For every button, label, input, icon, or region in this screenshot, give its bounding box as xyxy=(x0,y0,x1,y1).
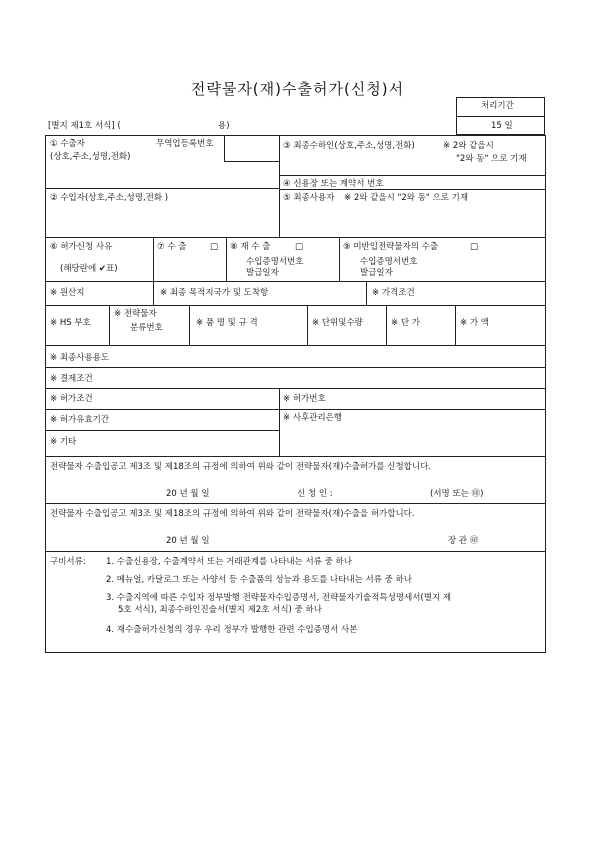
reason-sub: (해당란에 ✔표) xyxy=(60,264,118,274)
processing-value: 15 일 xyxy=(491,121,513,131)
exporter-label: ① 수출자 xyxy=(50,139,85,149)
item-name-label: ※ 품 명 및 규 격 xyxy=(196,318,258,328)
exporter-sub: (상호,주소,성명,전화) xyxy=(50,152,131,162)
reexport-sub2: 발급일자 xyxy=(246,268,279,278)
destination-label: ※ 최종 목적지국가 및 도착항 xyxy=(160,288,269,298)
reexport-sub1: 수입증명서번호 xyxy=(246,257,304,267)
reexport-label: ⑧ 재 수 출 xyxy=(230,242,271,252)
doc-item-2: 2. 메뉴얼, 카달로그 또는 사양서 등 수출품의 성능과 용도를 나타내는 서류 중 하나 xyxy=(106,575,412,585)
consignee-label: ③ 최종수하인(상호,주소,성명,전화) xyxy=(283,141,415,151)
permit-cond-label: ※ 허가조건 xyxy=(50,394,93,404)
importer-label: ② 수입자(상호,주소,성명,전화 ) xyxy=(50,193,169,203)
post-bank-label: ※ 사후관리은행 xyxy=(283,413,343,423)
transit-sub1: 수입증명서번호 xyxy=(360,257,418,267)
unit-price-label: ※ 단 가 xyxy=(391,318,420,328)
consignee-note2: "2와 동" 으로 기재 xyxy=(456,154,527,164)
form-title: 전략물자(재)수출허가(신청)서 xyxy=(190,80,405,98)
amount-label: ※ 가 액 xyxy=(460,318,489,328)
docs-label: 구비서류: xyxy=(50,557,86,567)
credit-label: ④ 신용장 또는 계약서 번호 xyxy=(283,179,384,189)
doc-item-1: 1. 수출신용장, 수출계약서 또는 거래관계를 나타내는 서류 중 하나 xyxy=(106,557,352,567)
price-term-label: ※ 가격조건 xyxy=(372,288,415,298)
hs-code-label: ※ HS 부호 xyxy=(50,318,91,328)
processing-label: 처리기간 xyxy=(481,101,514,111)
unit-qty-label: ※ 단위및수량 xyxy=(312,318,363,328)
transit-label: ⑨ 미반입전략물자의 수출 xyxy=(343,242,439,252)
transit-checkbox[interactable]: □ xyxy=(470,242,479,252)
end-user-label: ⑤ 최종사용자 xyxy=(283,193,335,203)
apply-text: 전략물자 수출입공고 제3조 및 제18조의 규정에 의하여 위와 같이 전략물자(재)수출허가를 신청합니다. xyxy=(50,462,432,472)
grant-signature: 장 관 ㊞ xyxy=(448,536,479,546)
class-label-2: 분류번호 xyxy=(130,323,163,333)
permit-no-label: ※ 허가번호 xyxy=(283,394,326,404)
end-use-label: ※ 최종사용용도 xyxy=(50,353,110,363)
reason-label: ⑥ 허가신청 사유 xyxy=(50,242,113,252)
form-ref-use: 용) xyxy=(218,121,230,131)
transit-sub2: 발급일자 xyxy=(360,268,393,278)
validity-label: ※ 허가유효기간 xyxy=(50,415,110,425)
doc-item-3: 3. 수출지역에 따른 수입자 정부발행 전략물자수입증명서, 전략물자기술적특성명세서(별지 제 xyxy=(106,593,452,603)
apply-date: 20 년 월 일 xyxy=(166,489,210,499)
doc-item-3b: 5호 서식), 최종수하인진술서(별지 제2호 서식) 중 하나 xyxy=(118,605,322,615)
other-label: ※ 기타 xyxy=(50,437,77,447)
payment-label: ※ 결제조건 xyxy=(50,374,93,384)
export-label: ⑦ 수 출 xyxy=(157,242,187,252)
end-user-note: ※ 2와 같을시 "2와 동" 으로 기재 xyxy=(344,193,469,203)
doc-item-4: 4. 재수출허가신청의 경우 우리 정부가 발행한 관련 수입증명서 사본 xyxy=(106,625,358,635)
trade-reg-label: 무역업등록번호 xyxy=(156,139,214,149)
export-checkbox[interactable]: □ xyxy=(210,242,219,252)
form-ref: [별지 제1호 서식] ( xyxy=(48,121,121,131)
reexport-checkbox[interactable]: □ xyxy=(295,242,304,252)
trade-reg-box xyxy=(224,135,280,162)
grant-date: 20 년 월 일 xyxy=(166,536,210,546)
class-label-1: ※ 전략물자 xyxy=(114,309,157,319)
origin-label: ※ 원산지 xyxy=(50,288,85,298)
applicant-label: 신 청 인 : xyxy=(297,489,333,499)
consignee-note1: ※ 2와 같을시 xyxy=(443,141,494,151)
apply-signature: (서명 또는 ㊞) xyxy=(430,489,484,499)
grant-text: 전략물자 수출입공고 제3조 및 제18조의 규정에 의하여 위와 같이 전략물자(재)수출을 허가합니다. xyxy=(50,509,415,519)
